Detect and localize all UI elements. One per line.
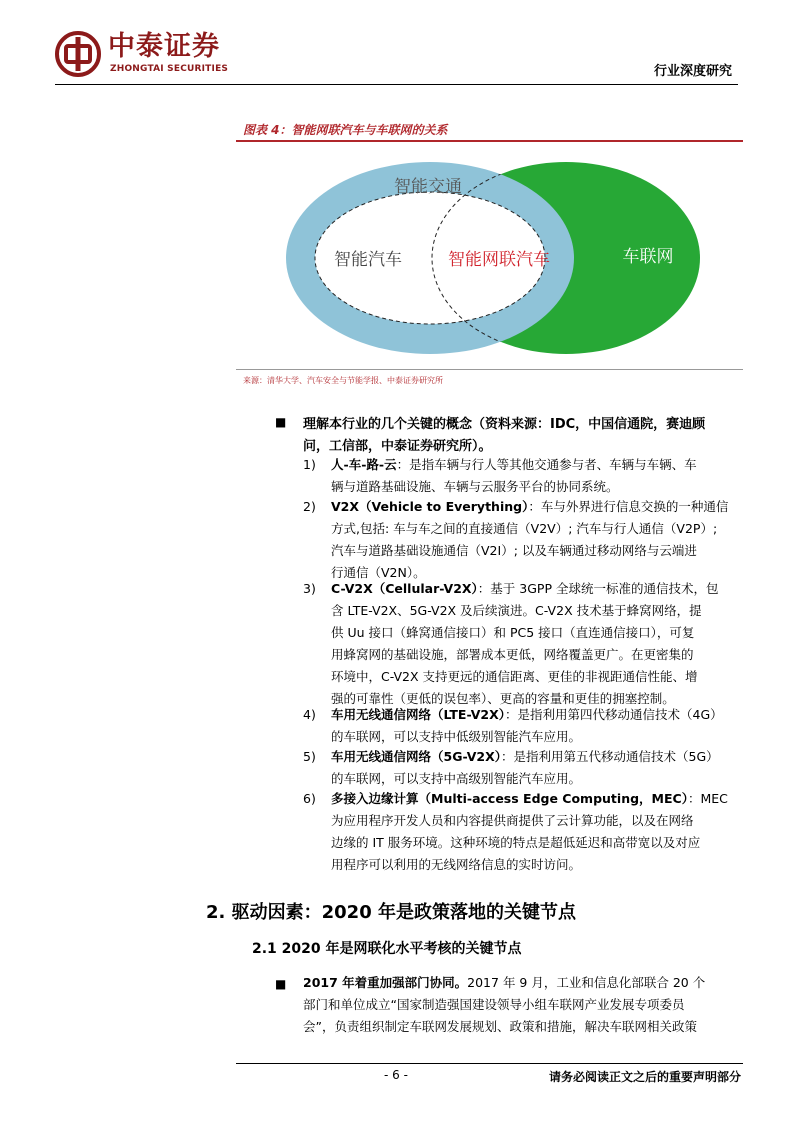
item-line: 含 LTE-V2X、5G-V2X 及后续演进。C-V2X 技术基于蜂窝网络，提 [331, 603, 702, 618]
item-term: 车用无线通信网络（LTE-V2X） [331, 707, 505, 722]
bullet-square-icon: ■ [275, 415, 287, 429]
item-line: 为应用程序开发人员和内容提供商提供了云计算功能，以及在网络 [331, 813, 694, 828]
list-item [331, 704, 723, 748]
paragraph-line: 会”，负责组织制定车联网发展规划、政策和措施，解决车联网相关政策 [303, 1019, 697, 1034]
item-term: 多接入边缘计算（Multi-access Edge Computing，MEC） [331, 791, 688, 806]
bullet2-term: 2017 年着重加强部门协同。 [303, 975, 468, 990]
label-connected-vehicle-network: 车联网 [622, 247, 674, 267]
paragraph-line: 部门和单位成立“国家制造强国建设领导小组车联网产业发展专项委员 [303, 997, 685, 1012]
item-line: ：是指利用第四代移动通信技术（4G） [505, 707, 723, 722]
list-item [331, 496, 728, 584]
item-line: 边缘的 IT 服务环境。这种环境的特点是超低延迟和高带宽以及对应 [331, 835, 701, 850]
figure-bottom-rule [236, 369, 743, 370]
paragraph-line: 2017 年 9 月，工业和信息化部联合 20 个 [467, 975, 706, 990]
item-line: 强的可靠性（更低的误包率）、更高的容量和更佳的拥塞控制。 [331, 691, 675, 706]
item-line: 行通信（V2N）。 [331, 565, 426, 580]
brand-name-en: ZHONGTAI SECURITIES [110, 64, 229, 74]
item-line: ：MEC [687, 791, 728, 806]
item-line: ：车与外界进行信息交换的一种通信 [528, 499, 729, 514]
figure-source: 来源：清华大学、汽车安全与节能学报、中泰证券研究所 [243, 376, 443, 385]
bullet-square-icon: ■ [275, 977, 287, 991]
bullet1-heading-line1: 理解本行业的几个关键的概念（资料来源：IDC，中国信通院，赛迪顾 [303, 417, 706, 432]
item-line: 的车联网，可以支持中高级别智能汽车应用。 [331, 771, 582, 786]
item-number: 3) [303, 581, 316, 596]
item-term: 车用无线通信网络（5G-V2X） [331, 749, 501, 764]
item-line: 辆与道路基础设施、车辆与云服务平台的协同系统。 [331, 479, 619, 494]
item-line: 供 Uu 接口（蜂窝通信接口）和 PC5 接口（直连通信接口），可复 [331, 625, 695, 640]
subsection-heading: 2.1 2020 年是网联化水平考核的关键节点 [252, 941, 522, 957]
item-term: 人-车-路-云 [331, 457, 397, 472]
item-number: 6) [303, 791, 316, 806]
bullet2-paragraph [303, 972, 705, 1038]
item-term: C-V2X（Cellular-V2X） [331, 581, 478, 596]
venn-diagram [284, 160, 702, 356]
item-number: 4) [303, 707, 316, 722]
label-smart-vehicle: 智能汽车 [334, 250, 402, 270]
header-divider [55, 84, 738, 85]
list-item [331, 578, 718, 710]
item-line: 汽车与道路基础设施通信（V2I）; 以及车辆通过移动网络与云端进 [331, 543, 697, 558]
item-line: 环境中，C-V2X 支持更远的通信距离、更佳的非视距通信性能、增 [331, 669, 698, 684]
item-line: 用蜂窝网的基础设施，部署成本更低，网络覆盖更广。在更密集的 [331, 647, 694, 662]
brand-name-cn: 中泰证券 [108, 31, 220, 62]
label-intelligent-transport: 智能交通 [394, 177, 462, 197]
report-type: 行业深度研究 [653, 64, 732, 79]
zhongtai-logo-icon [55, 31, 101, 77]
figure-title: 图表 4：智能网联汽车与车联网的关系 [243, 123, 448, 137]
item-line: ：是指车辆与行人等其他交通参与者、车辆与车辆、车 [396, 457, 697, 472]
item-line: ：基于 3GPP 全球统一标准的通信技术，包 [477, 581, 719, 596]
item-number: 1) [303, 457, 316, 472]
list-item [331, 746, 719, 790]
item-number: 2) [303, 499, 316, 514]
item-line: 方式,包括: 车与车之间的直接通信（V2V）; 汽车与行人通信（V2P）; [331, 521, 718, 536]
page-number: - 6 - [384, 1068, 408, 1082]
list-item [331, 454, 697, 498]
item-line: ：是指利用第五代移动通信技术（5G） [501, 749, 719, 764]
bullet1-heading-line2: 问，工信部，中泰证券研究所）。 [303, 439, 492, 454]
footer-divider [236, 1063, 743, 1064]
item-number: 5) [303, 749, 316, 764]
item-line: 的车联网，可以支持中低级别智能汽车应用。 [331, 729, 582, 744]
item-line: 用程序可以利用的无线网络信息的实时访问。 [331, 857, 582, 872]
footer-disclaimer: 请务必阅读正文之后的重要声明部分 [548, 1070, 741, 1084]
section-heading: 2. 驱动因素：2020 年是政策落地的关键节点 [206, 902, 576, 923]
list-item [331, 788, 728, 876]
figure-top-rule [236, 140, 743, 142]
item-term: V2X（Vehicle to Everything） [331, 499, 529, 514]
label-intelligent-connected-vehicle: 智能网联汽车 [448, 250, 550, 270]
